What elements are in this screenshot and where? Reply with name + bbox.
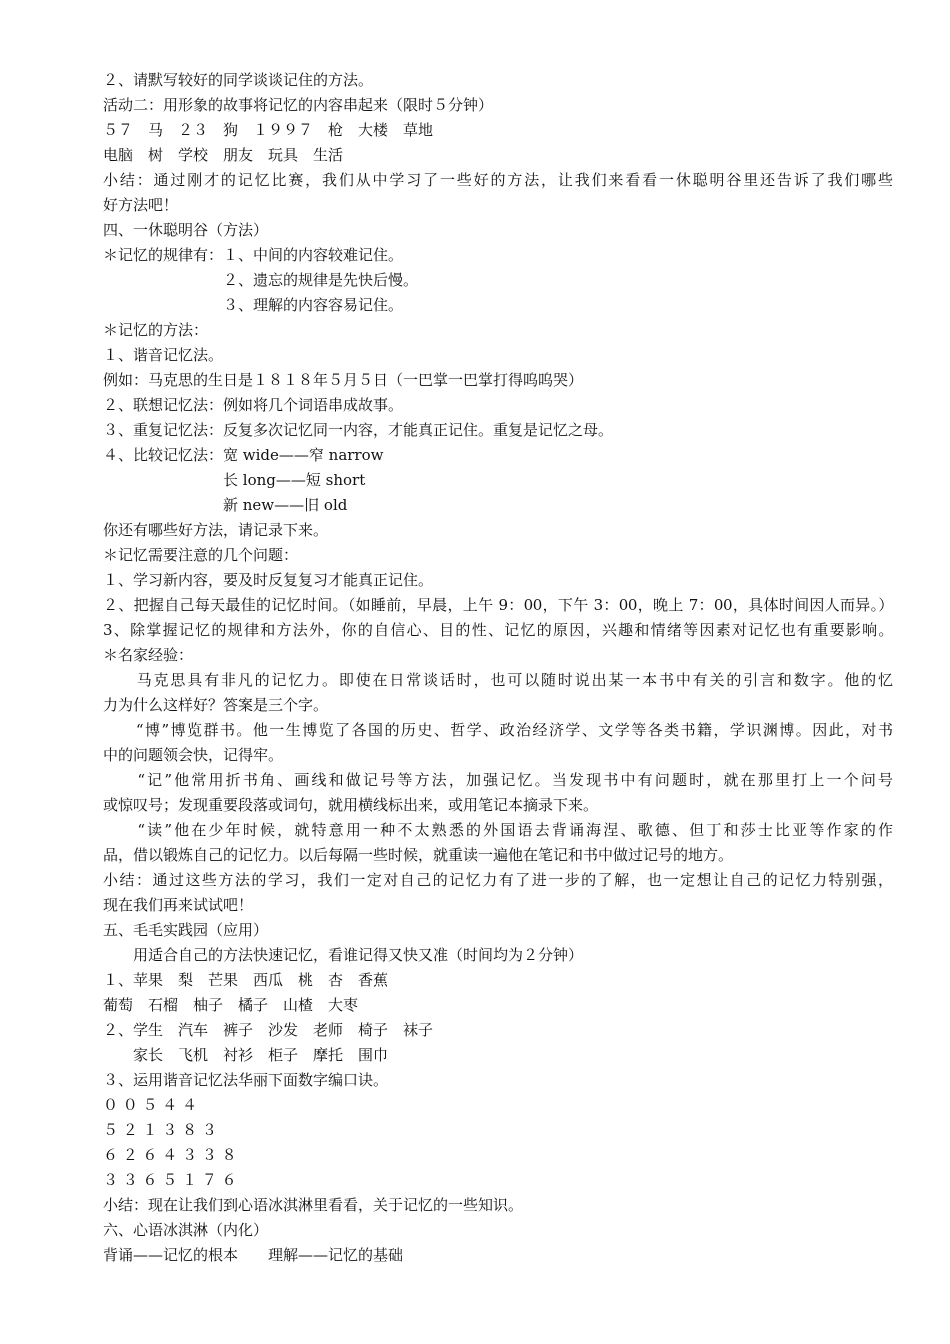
text-line: ３、理解的内容容易记住。 [103,296,404,314]
text-line: １、谐音记忆法。 [103,346,224,364]
text-line: “博”博览群书。他一生博览了各国的历史、哲学、政治经济学、文学等各类书籍，学识渊博。因此，对书 [103,721,893,739]
text-line: ３、重复记忆法：反复多次记忆同一内容，才能真正记住。重复是记忆之母。 [103,421,614,439]
text-line: ３、运用谐音记忆法华丽下面数字编口诀。 [103,1071,389,1089]
section-heading: 四、一休聪明谷（方法） [103,221,269,239]
text-line: “读”他在少年时候，就特意用一种不太熟悉的外国语去背诵海涅、歌德、但丁和莎士比亚等作家的作 [103,821,893,839]
text-line: ２、遗忘的规律是先快后慢。 [103,271,419,289]
digit-line: ５ ２ １ ３ ８ ３ [103,1121,217,1139]
section-heading: 五、毛毛实践园（应用） [103,921,269,939]
digit-line: ３ ３ ６ ５ １ ７ ６ [103,1171,237,1189]
text-line: 品，借以锻炼自己的记忆力。以后每隔一些时候，就重读一遍他在笔记和书中做过记号的地方。 [103,846,734,864]
text-line: 电脑 树 学校 朋友 玩具 生活 [103,146,344,164]
text-line: 中的问题领会快，记得牢。 [103,746,284,764]
text-line: １、学习新内容，要及时反复复习才能真正记住。 [103,571,434,589]
text-line: 小结：通过这些方法的学习，我们一定对自己的记忆力有了进一步的了解，也一定想让自己的记忆力特别强， [103,871,893,889]
text-line: 小结：现在让我们到心语冰淇淋里看看，关于记忆的一些知识。 [103,1196,524,1214]
text-line: 或惊叹号；发现重要段落或词句，就用横线标出来，或用笔记本摘录下来。 [103,796,599,814]
text-line: 3、除掌握记忆的规律和方法外，你的自信心、目的性、记忆的原因，兴趣和情绪等因素对记忆也有重要影响。 [103,621,893,639]
text-line: ２、把握自己每天最佳的记忆时间。（如睡前，早晨，上午 9：00，下午 3：00，晚上 7：00，具体时间因人而异。） [103,596,893,614]
text-line: 长 long——短 short [103,471,366,489]
text-line: 马克思具有非凡的记忆力。即使在日常谈话时，也可以随时说出某一本书中有关的引言和数字。他的忆 [103,671,893,689]
text-line: 活动二：用形象的故事将记忆的内容串起来（限时５分钟） [103,96,494,114]
text-line: ＊名家经验： [103,646,194,664]
digit-line: ０ ０ ５ ４ ４ [103,1096,198,1114]
text-line: 力为什么这样好？答案是三个字。 [103,696,329,714]
text-line: 家长 飞机 衬衫 柜子 摩托 围巾 [103,1046,389,1064]
text-line: “记”他常用折书角、画线和做记号等方法，加强记忆。当发现书中有问题时，就在那里打上一个问号 [103,771,893,789]
text-line: １、苹果 梨 芒果 西瓜 桃 杏 香蕉 [103,971,389,989]
text-line: ＊记忆的方法： [103,321,209,339]
text-line: ２、联想记忆法：例如将几个词语串成故事。 [103,396,404,414]
text-line: 小结：通过刚才的记忆比赛，我们从中学习了一些好的方法，让我们来看看一休聪明谷里还告诉了我们哪些 [103,171,893,189]
text-line: ５７ 马 ２３ 狗 １９９７ 枪 大楼 草地 [103,121,434,139]
text-line: ２、学生 汽车 裤子 沙发 老师 椅子 袜子 [103,1021,434,1039]
text-line: ＊记忆需要注意的几个问题： [103,546,299,564]
text-line: 例如：马克思的生日是１８１８年５月５日（一巴掌一巴掌打得呜呜哭） [103,371,584,389]
text-line: 新 new——旧 old [103,496,348,514]
text-line: 现在我们再来试试吧！ [103,896,254,914]
text-line: ２、请默写较好的同学谈谈记住的方法。 [103,71,374,89]
text-line: ＊记忆的规律有：１、中间的内容较难记住。 [103,246,404,264]
digit-line: ６ ２ ６ ４ ３ ３ ８ [103,1146,237,1164]
text-line: 背诵——记忆的根本 理解——记忆的基础 [103,1246,404,1264]
text-line: 用适合自己的方法快速记忆，看谁记得又快又准（时间均为２分钟） [103,946,584,964]
text-line: 你还有哪些好方法，请记录下来。 [103,521,329,539]
text-line: 葡萄 石榴 柚子 橘子 山楂 大枣 [103,996,359,1014]
section-heading: 六、心语冰淇淋（内化） [103,1221,269,1239]
text-line: 好方法吧！ [103,196,179,214]
text-line: ４、比较记忆法：宽 wide——窄 narrow [103,446,384,464]
